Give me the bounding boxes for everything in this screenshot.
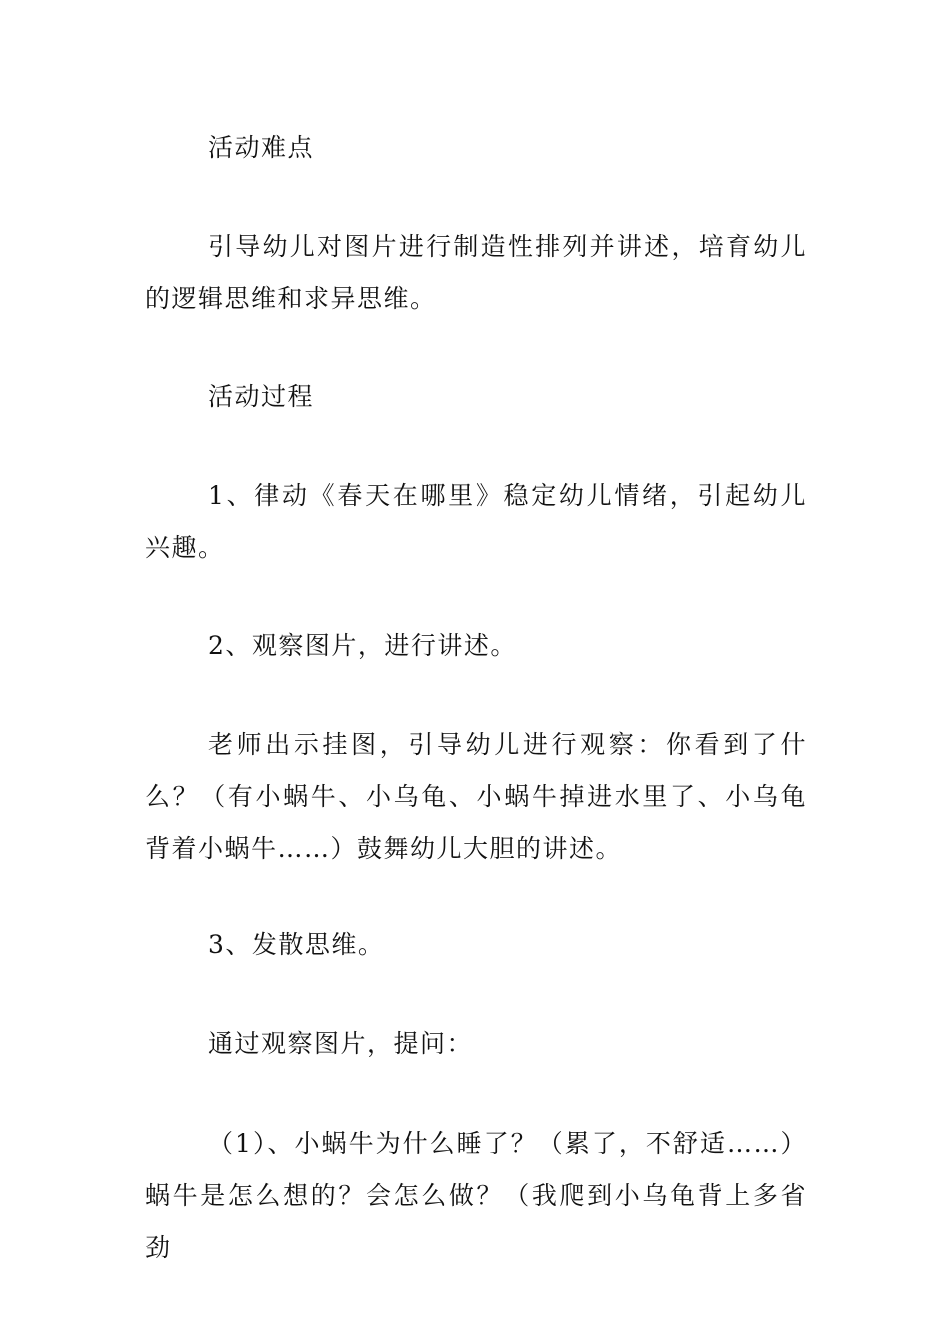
step1-paragraph: 1、律动《春天在哪里》稳定幼儿情绪，引起幼儿兴趣。 (145, 481, 807, 562)
step2-detail-paragraph: 老师出示挂图，引导幼儿进行观察：你看到了什么？（有小蜗牛、小乌龟、小蜗牛掉进水里了、小乌龟背着小蜗牛……）鼓舞幼儿大胆的讲述。 (145, 730, 807, 863)
step2-heading: 2、观察图片，进行讲述。 (208, 631, 517, 660)
step3-intro-paragraph: 通过观察图片，提问： (208, 1029, 474, 1058)
difficulty-heading: 活动难点 (208, 133, 315, 162)
step3-heading: 3、发散思维。 (208, 930, 385, 959)
question1-paragraph: （1）、小蜗牛为什么睡了？（累了，不舒适……）蜗牛是怎么想的？会怎么做？（我爬到小乌龟背上多省劲 (145, 1129, 807, 1262)
process-heading: 活动过程 (208, 382, 315, 411)
difficulty-paragraph: 引导幼儿对图片进行制造性排列并讲述，培育幼儿的逻辑思维和求异思维。 (145, 232, 807, 313)
